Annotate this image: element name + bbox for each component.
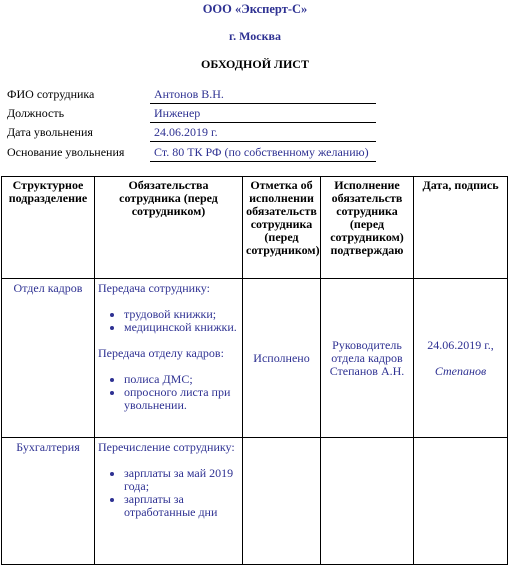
- department-cell: Бухгалтерия: [2, 438, 95, 565]
- obligation-intro: Передача сотруднику:: [98, 281, 210, 295]
- mark-cell: [243, 438, 321, 565]
- obligation-list: [98, 308, 239, 334]
- obligation-intro: Передача отделу кадров:: [98, 346, 224, 360]
- column-header-obligations: Обязательства сотрудника (перед сотрудником): [95, 177, 243, 279]
- confirmation-cell: [321, 438, 414, 565]
- department-cell: Отдел кадров: [2, 279, 95, 438]
- field-value-position: Инженер: [150, 106, 376, 123]
- field-label: Дата увольнения: [7, 125, 93, 139]
- obligations-cell: [95, 279, 243, 438]
- obligation-intro: Перечисление сотруднику:: [98, 440, 235, 454]
- field-row-reason: [0, 144, 510, 162]
- list-item: • зарплаты за отработанные дни: [124, 493, 239, 519]
- column-header-mark: Отметка об исполнении обязательств сотрудника (перед сотрудником): [243, 177, 321, 279]
- signature: Степанов: [434, 363, 487, 378]
- document-title: ОБХОДНОЙ ЛИСТ: [201, 57, 309, 71]
- field-row-position: [0, 105, 510, 123]
- list-item: • зарплаты за май 2019 года;: [124, 467, 239, 493]
- table-header-row: [2, 177, 508, 279]
- table-row: [2, 438, 508, 565]
- list-item: • полиса ДМС;: [124, 373, 239, 386]
- list-item: • медицинской книжки.: [124, 321, 239, 334]
- field-row-fio: [0, 86, 510, 104]
- field-row-dismissal-date: [0, 124, 510, 142]
- field-value-dismissal-date: 24.06.2019 г.: [150, 125, 376, 142]
- date-value: 24.06.2019 г.,: [427, 337, 494, 352]
- field-label: Основание увольнения: [7, 145, 125, 159]
- city: г. Москва: [229, 29, 281, 43]
- table-row: [2, 279, 508, 438]
- field-value-reason: Ст. 80 ТК РФ (по собственному желанию): [150, 145, 376, 162]
- column-header-confirmation: Исполнение обязательств сотрудника (перед сотрудником) подтверждаю: [321, 177, 414, 279]
- column-header-date-signature: Дата, подпись: [414, 177, 508, 279]
- field-label: ФИО сотрудника: [7, 87, 95, 101]
- list-item: • трудовой книжки;: [124, 308, 239, 321]
- obligations-cell: [95, 438, 243, 565]
- mark-cell: Исполнено: [243, 279, 321, 438]
- clearance-table: [1, 176, 508, 565]
- obligation-list: [98, 373, 239, 412]
- confirmation-cell: Руководитель отдела кадров Степанов А.Н.: [321, 279, 414, 438]
- list-item: • опросного листа при увольнении.: [124, 386, 239, 412]
- column-header-department: Структурное подразделение: [2, 177, 95, 279]
- date-signature-cell: [414, 279, 508, 438]
- field-label: Должность: [7, 106, 65, 120]
- date-signature-cell: [414, 438, 508, 565]
- company-name: ООО «Эксперт-С»: [202, 2, 308, 16]
- field-value-fio: Антонов В.Н.: [150, 87, 376, 104]
- obligation-list: [98, 467, 239, 519]
